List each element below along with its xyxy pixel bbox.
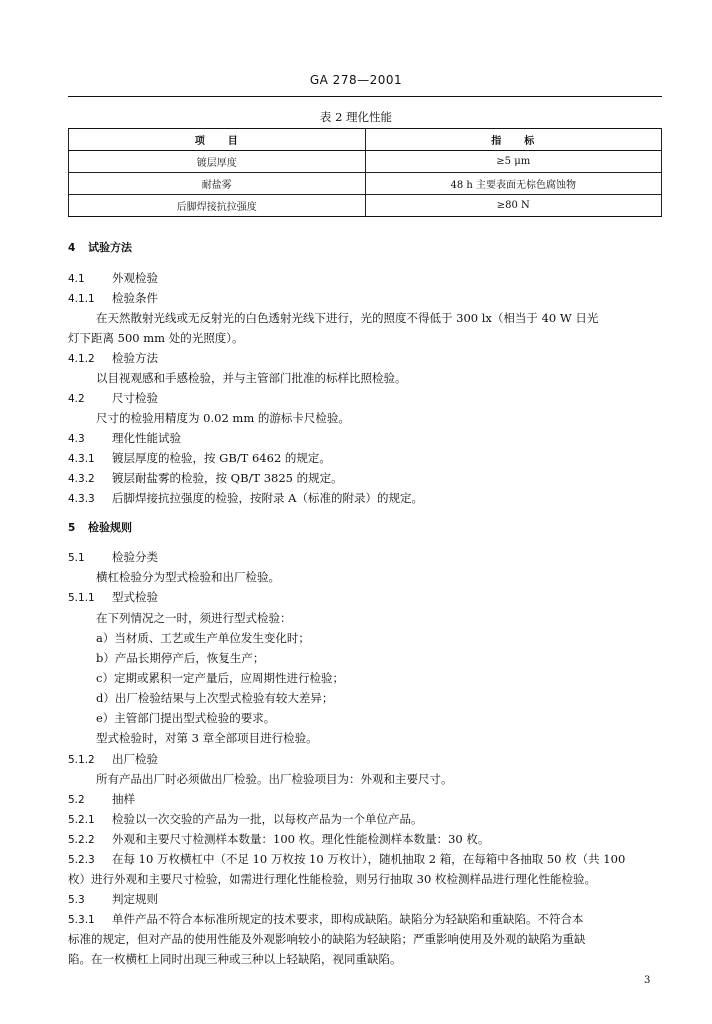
clause-number: 5	[68, 522, 76, 534]
table-cell-item: 镀层厚度	[69, 151, 366, 173]
clause-number: 5.1.1	[68, 592, 95, 604]
line-text: 在下列情况之一时，须进行型式检验：	[96, 611, 292, 625]
section-heading	[68, 241, 132, 255]
line-text: 陷。在一枚横杠上同时出现三种或三种以上轻缺陷，视同重缺陷。	[68, 952, 402, 966]
clause-line	[68, 431, 181, 446]
body-text-line	[68, 872, 596, 886]
clause-line	[68, 590, 158, 605]
body-text-line	[96, 371, 407, 385]
properties-table	[68, 128, 662, 217]
clause-line	[68, 471, 343, 486]
line-text: a）当材质、工艺或生产单位发生变化时；	[96, 631, 310, 645]
line-text: 型式检验时，对第 3 章全部项目进行检验。	[96, 731, 318, 745]
clause-line	[68, 832, 489, 847]
clause-number: 4.3	[68, 433, 85, 445]
table-caption: 表 2 理化性能	[319, 110, 393, 124]
table-cell-indicator: ≥5 μm	[365, 151, 662, 173]
clause-line	[68, 912, 584, 927]
table-header-row	[69, 129, 662, 151]
clause-line	[68, 550, 158, 565]
clause-number: 4.3.2	[68, 473, 95, 485]
clause-number: 5.2	[68, 794, 85, 806]
clause-line	[68, 291, 158, 306]
table-cell-indicator: 48 h 主要表面无棕色腐蚀物	[365, 173, 662, 195]
clause-number: 4.1.1	[68, 293, 95, 305]
line-text: b）产品长期停产后，恢复生产；	[96, 651, 265, 665]
column-header-indicator: 指 标	[365, 129, 662, 151]
line-text: c）定期或累积一定产量后，应周期性进行检验；	[96, 671, 344, 685]
section-heading	[68, 521, 132, 535]
body-text-line	[96, 570, 280, 584]
standard-number: GA 278—2001	[309, 73, 403, 87]
line-text: 所有产品出厂时必须做出厂检验。出厂检验项目为：外观和主要尺寸。	[96, 772, 453, 786]
line-text: 判定规则	[112, 892, 158, 906]
line-text: 外观和主要尺寸检测样本数量：100 枚。理化性能检测样本数量：30 枚。	[112, 832, 490, 846]
clause-number: 4.3.1	[68, 453, 95, 465]
line-text: 检验规则	[88, 521, 132, 534]
clause-line	[68, 351, 158, 366]
table-row	[69, 151, 662, 173]
clause-line	[68, 451, 331, 466]
line-text: 检验以一次交验的产品为一批，以每枚产品为一个单位产品。	[112, 812, 423, 826]
clause-number: 5.3.1	[68, 914, 95, 926]
body-text-line	[96, 631, 310, 645]
line-text: 镀层耐盐雾的检验，按 QB/T 3825 的规定。	[112, 471, 343, 485]
line-text: 以目视观感和手感检验，并与主管部门批准的标样比照检验。	[96, 371, 407, 385]
body-text-line	[68, 952, 402, 966]
line-text: 灯下距离 500 mm 处的光照度）。	[68, 331, 244, 345]
table-cell-indicator: ≥80 N	[365, 195, 662, 217]
body-text-line	[68, 932, 586, 946]
line-text: 抽样	[112, 792, 135, 806]
header-rule	[68, 96, 662, 97]
body-text-line	[96, 611, 292, 625]
line-text: 型式检验	[112, 590, 158, 604]
line-text: e）主管部门提出型式检验的要求。	[96, 711, 276, 725]
clause-line	[68, 792, 135, 807]
line-text: 检验分类	[112, 550, 158, 564]
line-text: 标准的规定，但对产品的使用性能及外观影响较小的缺陷为轻缺陷；严重影响使用及外观的缺陷为重缺	[68, 932, 586, 946]
body-text-line	[68, 331, 243, 345]
table-row	[69, 173, 662, 195]
line-text: d）出厂检验结果与上次型式检验有较大差异；	[96, 691, 334, 705]
line-text: 横杠检验分为型式检验和出厂检验。	[96, 570, 280, 584]
clause-number: 5.2.3	[68, 854, 95, 866]
clause-line	[68, 271, 158, 286]
clause-line	[68, 491, 423, 506]
line-text: 在天然散射光线或无反射光的白色透射光线下进行，光的照度不得低于 300 lx（相当于 40 W 日光	[96, 311, 599, 325]
body-text-line	[96, 691, 333, 705]
body-text-line	[96, 772, 453, 786]
line-text: 理化性能试验	[112, 431, 181, 445]
clause-line	[68, 752, 158, 767]
clause-number: 4.2	[68, 393, 85, 405]
line-text: 试验方法	[88, 241, 132, 254]
table-cell-item: 耐盐雾	[69, 173, 366, 195]
line-text: 尺寸检验	[112, 391, 158, 405]
table-row	[69, 195, 662, 217]
clause-number: 5.3	[68, 894, 85, 906]
body-text-line	[96, 671, 344, 685]
clause-number: 5.2.1	[68, 814, 95, 826]
body-text-line	[96, 731, 318, 745]
line-text: 枚）进行外观和主要尺寸检验，如需进行理化性能检验，则另行抽取 30 枚检测样品进行理化性能检验。	[68, 872, 596, 886]
body-text-line	[96, 311, 598, 325]
clause-number: 5.2.2	[68, 834, 95, 846]
line-text: 检验条件	[112, 291, 158, 305]
clause-number: 5.1.2	[68, 754, 95, 766]
clause-number: 4.1.2	[68, 353, 95, 365]
page-number: 3	[644, 975, 651, 986]
line-text: 在每 10 万枚横杠中（不足 10 万枚按 10 万枚计），随机抽取 2 箱，在每箱中各抽取 50 枚（共 100	[112, 852, 626, 866]
clause-line	[68, 812, 423, 827]
line-text: 尺寸的检验用精度为 0.02 mm 的游标卡尺检验。	[96, 411, 350, 425]
clause-line	[68, 892, 158, 907]
clause-number: 4.1	[68, 273, 85, 285]
body-text-line	[96, 411, 350, 425]
column-header-item: 项 目	[69, 129, 366, 151]
body-text-line	[96, 651, 264, 665]
body-text-line	[96, 711, 275, 725]
line-text: 单件产品不符合本标准所规定的技术要求，即构成缺陷。缺陷分为轻缺陷和重缺陷。不符合本	[112, 912, 584, 926]
line-text: 镀层厚度的检验，按 GB/T 6462 的规定。	[112, 451, 331, 465]
line-text: 出厂检验	[112, 752, 158, 766]
table-cell-item: 后脚焊接抗拉强度	[69, 195, 366, 217]
clause-line	[68, 391, 158, 406]
clause-line	[68, 852, 625, 867]
line-text: 检验方法	[112, 351, 158, 365]
line-text: 后脚焊接抗拉强度的检验，按附录 A（标准的附录）的规定。	[112, 491, 423, 505]
clause-number: 4.3.3	[68, 493, 95, 505]
clause-number: 4	[68, 242, 76, 254]
clause-number: 5.1	[68, 552, 85, 564]
line-text: 外观检验	[112, 271, 158, 285]
